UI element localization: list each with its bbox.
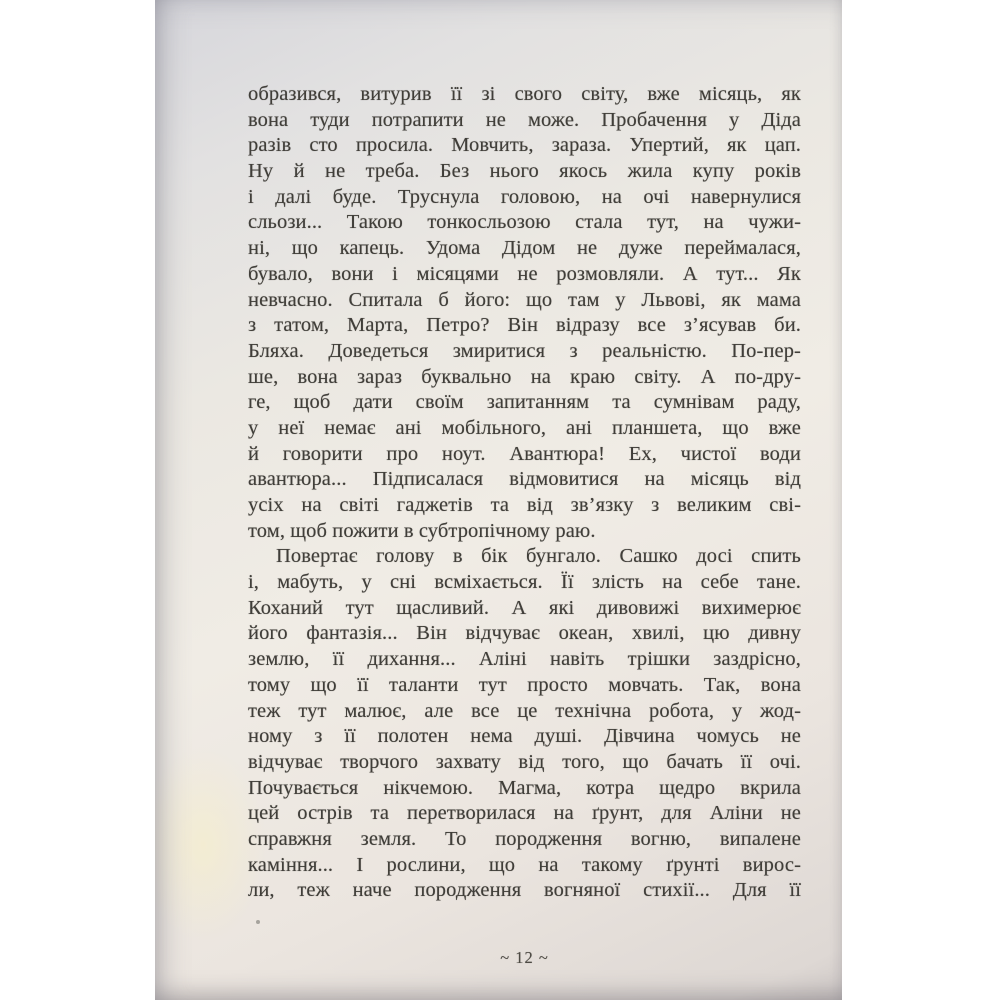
text-line: усіх на світі гаджетів та від зв’язку з великим сві- [248, 494, 801, 516]
text-line: у неї немає ані мобільного, ані планшета, що вже [248, 416, 801, 439]
text-line: ні, що капець. Удома Дідом не дуже переймалася, [248, 237, 801, 260]
text-line: Повертає голову в бік бунгало. Сашко досі спить [276, 545, 801, 568]
text-line: справжня земля. То породження вогню, випалене [248, 827, 801, 850]
text-line: Ну й не треба. Без нього якось жила купу років [248, 160, 801, 183]
book-page-photo [155, 0, 842, 1000]
text-line: тому що її таланти тут просто мовчать. Так, вона [248, 673, 801, 696]
text-line: і, мабуть, у сні всміхається. Її злість на себе тане. [248, 571, 801, 594]
text-line: Коханий тут щасливий. А які дивовижі вихимерює [248, 596, 801, 619]
text-line: Почувається нікчемою. Магма, котра щедро вкрила [248, 776, 801, 799]
text-line: ге, щоб дати своїм запитанням та сумнівам раду, [248, 391, 801, 414]
paper-speck [256, 920, 260, 924]
text-line: відчуває творчого захвату від того, що бачать її очі. [248, 750, 801, 773]
text-line: й говорити про ноут. Авантюра! Ех, чистої води [248, 442, 801, 465]
text-line: з татом, Марта, Петро? Він відразу все з’ясував би. [248, 314, 801, 337]
text-line: сльози... Такою тонкосльозою стала тут, на чужи- [248, 211, 801, 234]
page-text [248, 82, 801, 904]
text-line: теж тут малює, але все це технічна робота, у жод- [248, 699, 801, 722]
text-line: і далі буде. Труснула головою, на очі навернулися [248, 185, 801, 208]
text-line: ному з її полотен нема душі. Дівчина чомусь не [248, 725, 801, 748]
text-line: невчасно. Спитала б його: що там у Львові, як мама [248, 288, 801, 311]
text-line: вона туди потрапити не може. Пробачення у Діда [248, 108, 801, 131]
text-line: образився, витурив її зі свого світу, вже місяць, як [248, 83, 801, 105]
paragraph [248, 544, 801, 904]
page-number: ~ 12 ~ [500, 948, 549, 967]
text-line: авантюра... Підписалася відмовитися на місяць від [248, 468, 801, 491]
text-line: том, щоб пожити в субтропічному раю. [248, 519, 596, 542]
text-line: Бляха. Доведеться змиритися з реальністю. По-пер- [248, 339, 801, 362]
text-line: ше, вона зараз буквально на краю світу. А по-дру- [248, 365, 801, 388]
text-line: його фантазія... Він відчуває океан, хвилі, цю дивну [248, 622, 801, 645]
text-line: землю, її дихання... Аліні навіть трішки заздрісно, [248, 648, 801, 671]
paragraph [248, 82, 801, 544]
text-line: разів сто просила. Мовчить, зараза. Упертий, як цап. [248, 134, 801, 157]
text-line: бувало, вони і місяцями не розмовляли. А тут... Як [248, 262, 801, 285]
text-line: цей острів та перетворилася на ґрунт, для Аліни не [248, 802, 801, 825]
text-line: каміння... І рослини, що на такому ґрунті вирос- [248, 853, 801, 876]
text-line: ли, теж наче породження вогняної стихії... Для її [248, 879, 801, 902]
